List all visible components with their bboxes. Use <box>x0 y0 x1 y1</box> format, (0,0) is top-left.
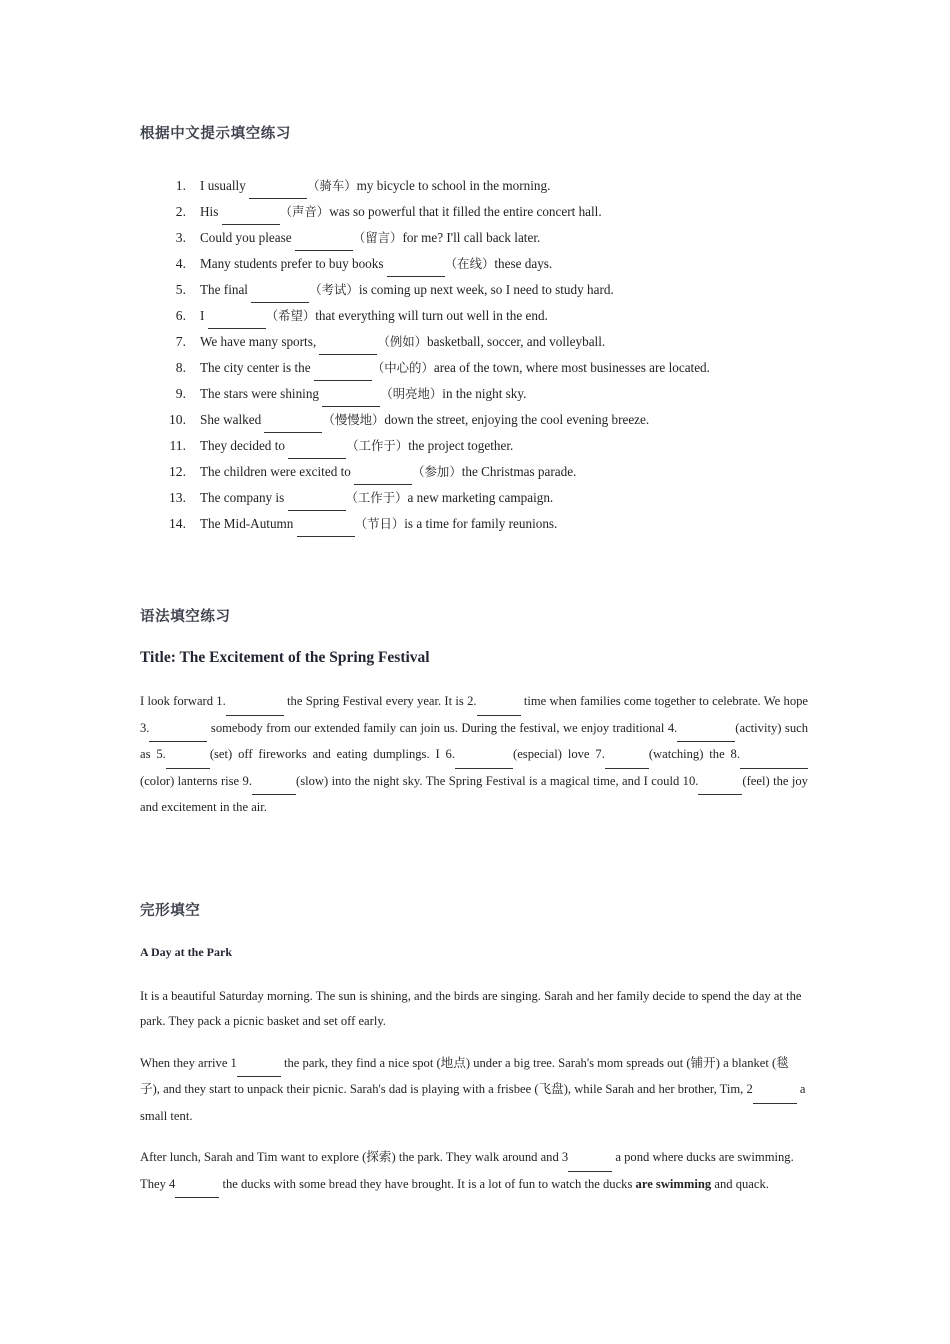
cloze-paragraph: After lunch, Sarah and Tim want to explore (探索) the park. They walk around and 3 a pond where ducks are swimming. They 4 the ducks with some bread they have brought. It is a lot of fun to watch the ducks are swimming and quack. <box>140 1145 808 1198</box>
chinese-hint: （留言） <box>352 231 403 246</box>
list-item <box>140 251 808 277</box>
item-number: 5. <box>175 282 186 298</box>
list-item <box>140 199 808 225</box>
answer-blank[interactable] <box>251 277 309 303</box>
list-item <box>140 355 808 381</box>
item-number: 11. <box>169 438 186 454</box>
chinese-hint: （考试） <box>309 283 359 298</box>
chinese-hint: （明亮地） <box>380 387 443 402</box>
item-number: 12. <box>169 464 186 480</box>
answer-blank[interactable] <box>208 303 266 329</box>
answer-blank[interactable] <box>387 251 445 277</box>
item-number: 10. <box>169 412 186 428</box>
item-sentence: The company is （工作于）a new marketing campaign. <box>200 485 808 511</box>
item-sentence: I （希望）that everything will turn out well in the end. <box>200 303 808 329</box>
chinese-hint: （工作于） <box>346 439 409 454</box>
chinese-hint: （骑车） <box>307 179 357 194</box>
item-number: 4. <box>175 256 186 272</box>
item-sentence: The stars were shining （明亮地）in the night sky. <box>200 381 808 407</box>
item-number: 9. <box>175 386 186 402</box>
item-number: 1. <box>175 178 186 194</box>
list-item <box>140 511 808 537</box>
list-item <box>140 173 808 199</box>
chinese-hint: （例如） <box>377 335 427 350</box>
chinese-hint: （希望） <box>265 309 316 324</box>
item-sentence: She walked （慢慢地）down the street, enjoying the cool evening breeze. <box>200 407 808 433</box>
list-item <box>140 277 808 303</box>
answer-blank[interactable] <box>249 173 307 199</box>
list-item <box>140 433 808 459</box>
section-heading-grammar: 语法填空练习 <box>140 609 231 626</box>
emphasized-text: are swimming <box>635 1176 712 1191</box>
answer-blank[interactable] <box>252 769 296 796</box>
answer-blank[interactable] <box>605 742 649 769</box>
answer-blank[interactable] <box>295 225 353 251</box>
cloze-passage-body <box>140 984 808 1199</box>
answer-blank[interactable] <box>698 769 742 796</box>
cloze-passage-title: A Day at the Park <box>140 945 232 960</box>
answer-blank[interactable] <box>740 742 808 769</box>
item-sentence: The final （考试）is coming up next week, so I need to study hard. <box>200 277 808 303</box>
item-sentence: They decided to （工作于）the project together. <box>200 433 808 459</box>
list-item <box>140 329 808 355</box>
chinese-hint: （慢慢地） <box>322 413 385 428</box>
answer-blank[interactable] <box>166 742 210 769</box>
chinese-hint: （在线） <box>444 257 495 272</box>
answer-blank[interactable] <box>288 485 346 511</box>
chinese-hint: （工作于） <box>345 491 408 506</box>
item-sentence: Many students prefer to buy books （在线）these days. <box>200 251 808 277</box>
item-sentence: His （声音）was so powerful that it filled the entire concert hall. <box>200 199 808 225</box>
item-number: 8. <box>175 360 186 376</box>
answer-blank[interactable] <box>149 716 207 743</box>
answer-blank[interactable] <box>264 407 322 433</box>
vocabulary-exercise-list <box>140 173 808 537</box>
answer-blank[interactable] <box>354 459 412 485</box>
list-item <box>140 485 808 511</box>
item-sentence: Could you please （留言）for me? I'll call back later. <box>200 225 808 251</box>
item-sentence: The city center is the （中心的）area of the town, where most businesses are located. <box>200 355 808 381</box>
answer-blank[interactable] <box>237 1051 281 1078</box>
answer-blank[interactable] <box>175 1172 219 1199</box>
item-number: 13. <box>169 490 186 506</box>
answer-blank[interactable] <box>322 381 380 407</box>
answer-blank[interactable] <box>677 716 735 743</box>
grammar-passage-paragraph: I look forward 1. the Spring Festival every year. It is 2. time when families come together to celebrate. We hope 3. somebody from our extended family can join us. During the festival, we enjoy traditional 4. (activity) such as 5. (set) off fireworks and eating dumplings. I 6. (especial) love 7. (watching) the 8. (color) lanterns rise 9. (slow) into the night sky. The Spring Festival is a magical time, and I could 10. (feel) the joy and excitement in the air. <box>140 689 808 821</box>
answer-blank[interactable] <box>226 689 284 716</box>
answer-blank[interactable] <box>297 511 355 537</box>
answer-blank[interactable] <box>455 742 513 769</box>
cloze-paragraph: When they arrive 1 the park, they find a nice spot (地点) under a big tree. Sarah's mom spreads out (铺开) a blanket (毯子), and they start to unpack their picnic. Sarah's dad is playing with a frisbee (飞盘), while Sarah and her brother, Tim, 2 a small tent. <box>140 1051 808 1130</box>
chinese-hint: （参加） <box>412 465 462 480</box>
item-sentence: The children were excited to （参加）the Christmas parade. <box>200 459 808 485</box>
list-item <box>140 407 808 433</box>
cloze-paragraph: It is a beautiful Saturday morning. The sun is shining, and the birds are singing. Sarah and her family decide to spend the day at the park. They pack a picnic basket and set off early. <box>140 988 802 1029</box>
item-sentence: I usually （骑车）my bicycle to school in the morning. <box>200 173 808 199</box>
answer-blank[interactable] <box>568 1145 612 1172</box>
answer-blank[interactable] <box>753 1077 797 1104</box>
answer-blank[interactable] <box>314 355 372 381</box>
list-item <box>140 303 808 329</box>
list-item <box>140 381 808 407</box>
item-number: 3. <box>175 230 186 246</box>
answer-blank[interactable] <box>319 329 377 355</box>
item-number: 14. <box>169 516 186 532</box>
chinese-hint: （声音） <box>279 205 330 220</box>
chinese-hint: （中心的） <box>371 361 434 376</box>
item-number: 7. <box>175 334 186 350</box>
grammar-passage-title: Title: The Excitement of the Spring Festival <box>140 648 430 666</box>
chinese-hint: （节日） <box>354 517 405 532</box>
item-number: 2. <box>175 204 186 220</box>
answer-blank[interactable] <box>222 199 280 225</box>
section-heading-cloze: 完形填空 <box>140 902 201 919</box>
item-number: 6. <box>175 308 186 324</box>
answer-blank[interactable] <box>477 689 521 716</box>
list-item <box>140 225 808 251</box>
answer-blank[interactable] <box>288 433 346 459</box>
item-sentence: We have many sports, （例如）basketball, soccer, and volleyball. <box>200 329 808 355</box>
section-heading-vocabulary: 根据中文提示填空练习 <box>140 126 291 142</box>
item-sentence: The Mid-Autumn （节日）is a time for family reunions. <box>200 511 808 537</box>
list-item <box>140 459 808 485</box>
